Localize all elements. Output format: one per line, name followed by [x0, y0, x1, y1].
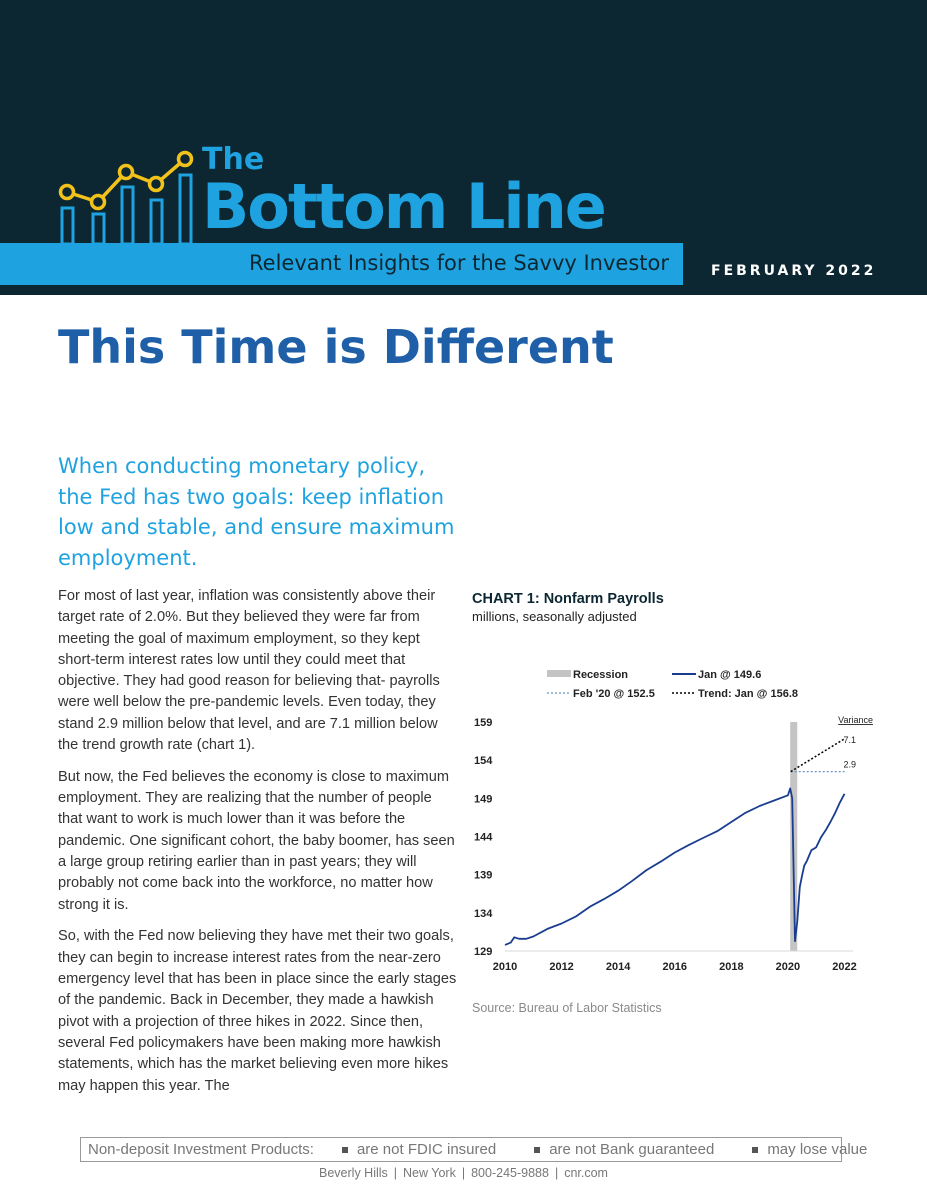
chart-title: CHART 1: Nonfarm Payrolls	[472, 591, 664, 607]
logo-chart-icon	[58, 150, 198, 246]
y-tick-label: 159	[474, 717, 493, 729]
contact-office: New York	[403, 1166, 456, 1180]
y-tick-label: 139	[474, 869, 493, 882]
contact-phone: 800-245-9888	[471, 1166, 549, 1180]
article-body	[58, 586, 460, 1107]
disclaimer-text: may lose value	[767, 1141, 868, 1158]
x-tick-label: 2012	[549, 961, 574, 973]
x-tick-label: 2022	[832, 961, 857, 973]
issue-date: FEBRUARY 2022	[711, 263, 877, 279]
payrolls-chart	[460, 655, 890, 985]
x-tick-label: 2016	[662, 961, 687, 973]
intro-text: When conducting monetary policy, the Fed has two goals: keep inflation low and stable, and ensure maximum employment.	[58, 454, 455, 570]
disclaimer-text: are not Bank guaranteed	[549, 1141, 715, 1158]
variance-label: Variance	[838, 715, 873, 725]
chart-source: Source: Bureau of Labor Statistics	[472, 1001, 662, 1015]
x-tick-label: 2020	[775, 961, 801, 973]
disclaimer-item	[534, 1141, 714, 1158]
bullet-icon	[342, 1147, 348, 1153]
x-tick-label: 2018	[719, 961, 744, 973]
chart-plot-area	[474, 717, 857, 973]
legend-recession: Recession	[573, 669, 629, 681]
legend-trend: Trend: Jan @ 156.8	[698, 688, 798, 700]
logo-title-text: Bottom Line	[202, 170, 605, 243]
body-paragraph: But now, the Fed believes the economy is close to maximum employment. They are realizing that the number of people that want to work is much lower than it was before the pandemic. One significant cohort, the baby boomer, has seen a large group retiring earlier than in past years; they will probably not come back into the workforce, no matter how strong it is.	[58, 768, 455, 913]
contact-line: Beverly Hills | New York | 800-245-9888 | cnr.com	[319, 1166, 608, 1180]
legend-feb20: Feb '20 @ 152.5	[573, 688, 655, 700]
body-paragraph: For most of last year, inflation was consistently above their target rate of 2.0%. But they believed they were far from meeting the goal of maximum employment, so they kept short-term interest rates low until they could meet that objective. They had good reason for believing that- payrolls were well below the pre-pandemic levels. Even today, they stand 2.9 million below that level, and are 7.1 million below the trend growth rate (chart 1).	[58, 588, 440, 754]
trend-line	[791, 739, 845, 772]
tagline: Relevant Insights for the Savvy Investor	[249, 251, 669, 275]
body-paragraph: So, with the Fed now believing they have met their two goals, they can begin to increase interest rates from the near-zero emergency level that has been in place since the early stages of the pandemic. Back in December, they made a hawkish pivot with a projection of three hikes in 2022. Since then, several Fed policymakers have been making more hawkish statements, which has the market believing even more hikes may happen this year. The	[58, 928, 457, 1094]
bullet-icon	[534, 1147, 540, 1153]
y-tick-label: 144	[474, 831, 493, 844]
variance-feb-value: 2.9	[843, 759, 857, 770]
legend-jan: Jan @ 149.6	[698, 669, 762, 681]
article-title: This Time is Different	[58, 320, 614, 374]
chart-legend	[547, 669, 798, 700]
y-tick-label: 129	[474, 946, 493, 958]
tagline-band	[0, 243, 683, 285]
header-banner	[0, 0, 927, 295]
x-tick-label: 2010	[492, 961, 518, 973]
y-tick-label: 154	[474, 755, 493, 768]
disclaimer-item	[752, 1141, 867, 1158]
y-tick-label: 134	[474, 907, 493, 920]
contact-office: Beverly Hills	[319, 1166, 388, 1180]
variance-trend-value: 7.1	[843, 734, 857, 745]
legend-recession-swatch	[547, 670, 571, 677]
logo-the-text: The	[202, 142, 265, 177]
disclaimer-item	[342, 1141, 496, 1158]
disclaimer-label: Non-deposit Investment Products:	[88, 1141, 314, 1158]
disclaimer-box	[80, 1137, 868, 1162]
bullet-icon	[752, 1147, 758, 1153]
contact-website[interactable]: cnr.com	[564, 1166, 608, 1180]
y-tick-label: 149	[474, 793, 493, 806]
disclaimer-text: are not FDIC insured	[356, 1141, 497, 1158]
x-tick-label: 2014	[605, 961, 631, 973]
chart-subtitle: millions, seasonally adjusted	[472, 609, 637, 624]
